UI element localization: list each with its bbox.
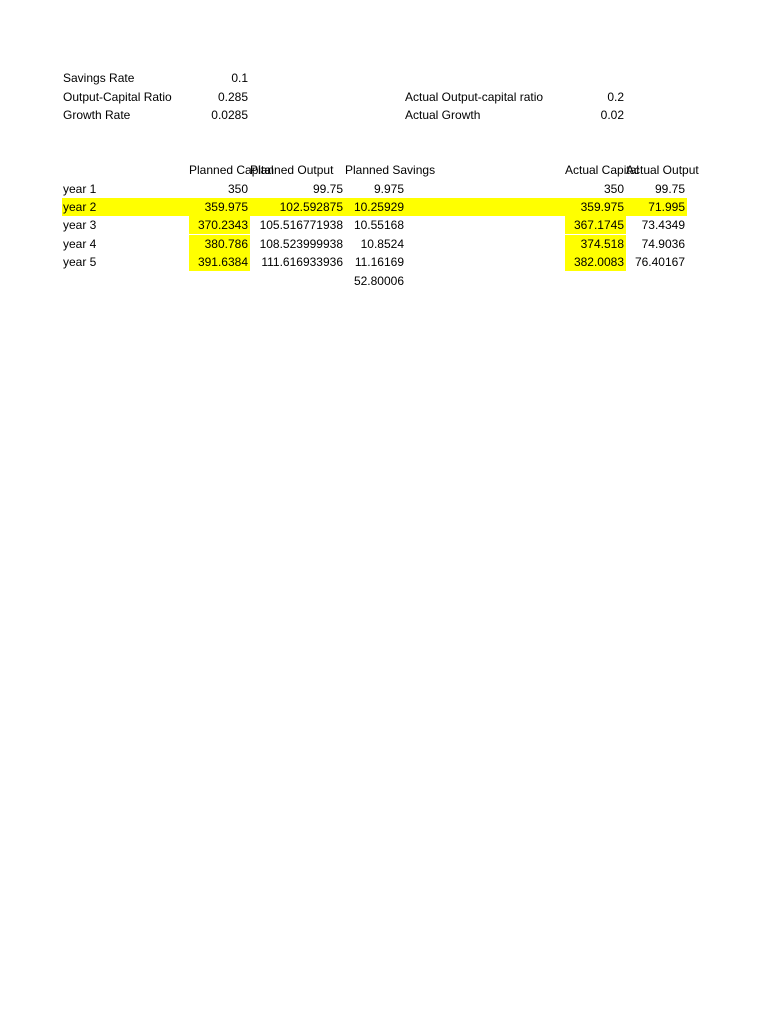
actual-capital-cell: 374.518 [565,235,626,253]
actual-output-cell: 71.995 [648,200,685,214]
row-year-label: year 4 [63,237,97,251]
actual-output-capital-ratio-value: 0.2 [607,90,624,104]
actual-output-cell: 74.9036 [641,237,685,251]
header-planned-capital: Planned Capital [189,163,274,177]
actual-output-cell: 76.40167 [634,255,685,269]
planned-savings-cell: 10.8524 [360,237,404,251]
planned-capital-cell: 350 [227,182,248,196]
planned-savings-cell: 9.975 [373,182,404,196]
planned-savings-cell: 11.16169 [354,255,404,269]
planned-capital-cell: 370.2343 [189,216,250,234]
planned-savings-cell: 10.55168 [353,218,404,232]
output-capital-ratio-value: 0.285 [217,90,248,104]
planned-output-cell: 108.523999938 [259,237,343,251]
row-year-label: year 3 [63,218,97,232]
planned-capital-cell: 391.6384 [189,253,250,271]
planned-savings-cell: 10.25929 [353,200,404,214]
header-planned-output: Planned Output [250,163,334,177]
actual-capital-cell: 350 [603,182,624,196]
savings-rate-value: 0.1 [231,71,248,85]
header-planned-savings: Planned Savings [345,163,436,177]
planned-output-cell: 102.592875 [279,200,343,214]
row-year-label: year 1 [63,182,97,196]
growth-rate-value: 0.0285 [211,108,248,122]
output-capital-ratio-label: Output-Capital Ratio [63,90,172,104]
savings-rate-label: Savings Rate [63,71,135,85]
actual-growth-label: Actual Growth [405,108,481,122]
header-actual-output: Actual Output [626,163,699,177]
planned-capital-cell: 359.975 [204,200,248,214]
actual-output-cell: 99.75 [654,182,685,196]
planned-capital-cell: 380.786 [189,235,250,253]
actual-capital-cell: 382.0083 [565,253,626,271]
growth-rate-label: Growth Rate [63,108,131,122]
planned-output-cell: 111.616933936 [261,255,343,269]
row-year-label: year 2 [63,200,97,214]
actual-growth-value: 0.02 [600,108,624,122]
header-actual-capital: Actual Capital [565,163,640,177]
total-planned-savings: 52.80006 [353,274,404,288]
planned-output-cell: 99.75 [312,182,343,196]
planned-output-cell: 105.516771938 [259,218,343,232]
actual-capital-cell: 367.1745 [565,216,626,234]
actual-output-capital-ratio-label: Actual Output-capital ratio [405,90,544,104]
actual-capital-cell: 359.975 [580,200,624,214]
row-year-label: year 5 [63,255,97,269]
actual-output-cell: 73.4349 [641,218,685,232]
